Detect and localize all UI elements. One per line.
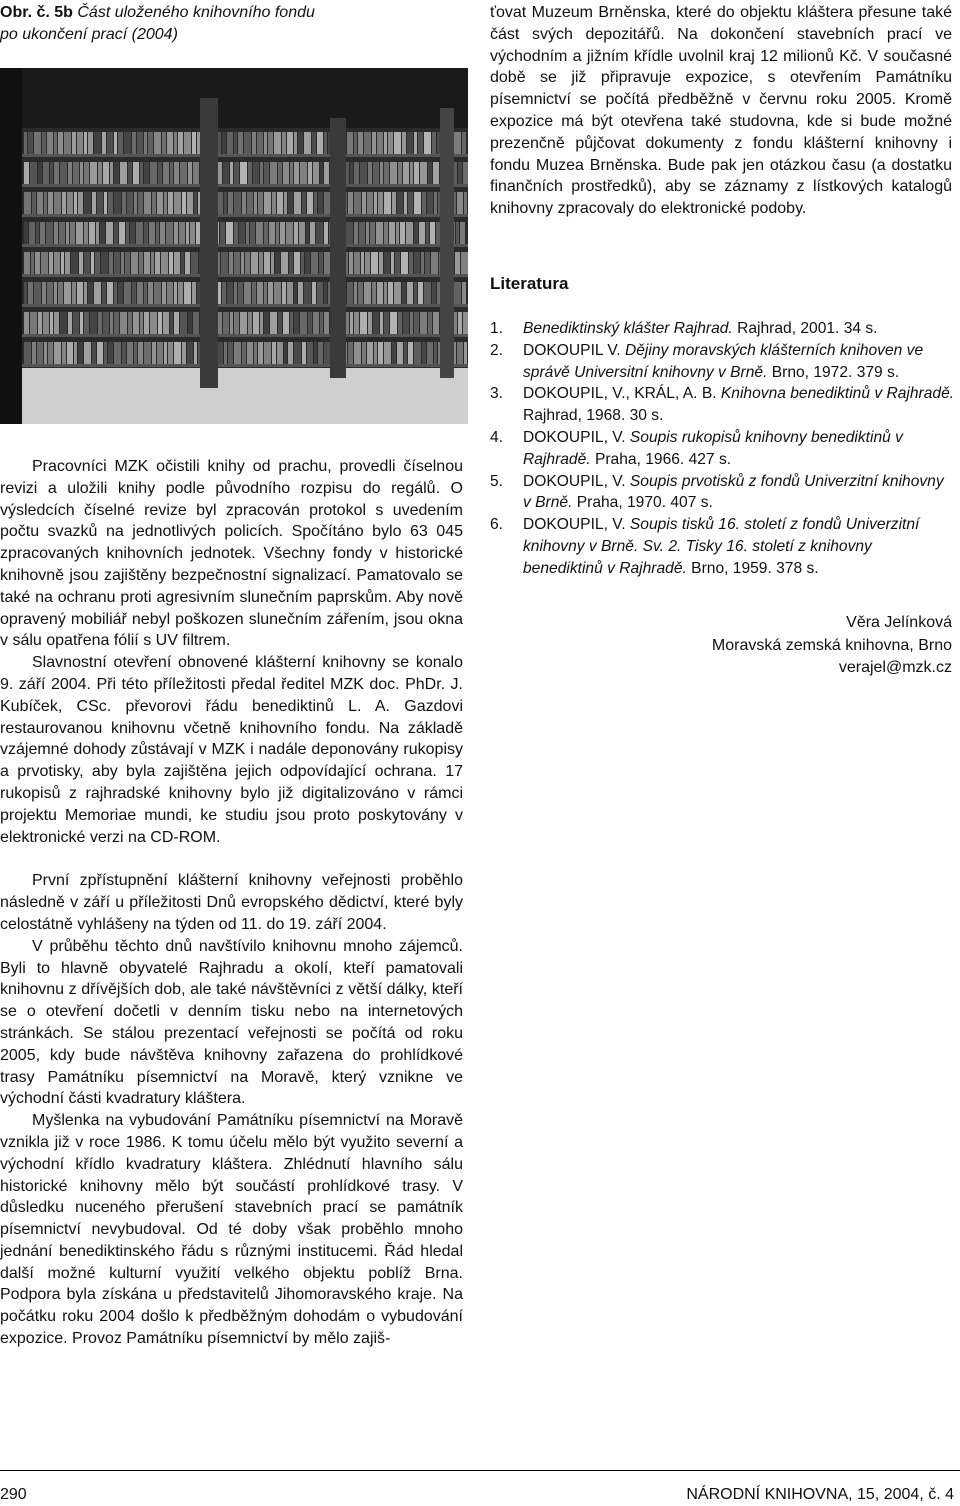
reference-item: 2. DOKOUPIL V. Dějiny moravských klášterních knihoven ve správě Universitní knihovny v Brně. Brno, 1972. 379 s. [490, 341, 924, 381]
reference-item: 6. DOKOUPIL, V. Soupis tisků 16. století z fondů Univerzitní knihovny v Brně. Sv. 2. Tisky 16. století z knihovny benediktinů v Rajhradě. Brno, 1959. 378 s. [490, 516, 920, 577]
paragraph: První zpřístupnění klášterní knihovny veřejnosti proběhlo následně v září u příležitosti Dnů evropského dědictví, které byly celostátně vyhlášeny na týden od 11. do 19. září 2004. [0, 872, 463, 933]
page-number: 290 [0, 1486, 27, 1503]
caption-text-2: po ukončení prací (2004) [0, 26, 178, 43]
reference-list [490, 318, 955, 580]
library-photo-image [0, 68, 468, 424]
paragraph: Pracovníci MZK očistili knihy od prachu, provedli číselnou revizi a uložili knihy podle původního rozpisu do regálů. O výsledcích číselné revize byl zpracován protokol s uvedením počtu svazků na jednotlivých policích. Spočítáno bylo 63 045 zpracovaných knihovních jednotek. Všechny fondy v historické knihovně jsou zajištěny bezpečnostní signalizací. Pamatovalo se také na ochranu proti agresivním slunečním paprskům. Aby nově opravený mobiliář nebyl poškozen slunečním zářením, jsou okna v sálu opatřena fólií s UV filtrem. [0, 458, 463, 650]
author-email: verajel@mzk.cz [838, 659, 952, 676]
right-column [490, 2, 952, 220]
paragraph: Slavnostní otevření obnovené klášterní knihovny se konalo 9. září 2004. Při této příležitosti předal ředitel MZK doc. PhDr. J. Kubíček, CSc. převorovi řádu benediktinů L. A. Gazdovi restaurovanou knihovnu včetně knihovního fondu. Na základě vzájemné dohody zůstávají v MZK i nadále deponovány rukopisy a prvotisky, aby byla zajištěna jejich odpovídající ochrana. 17 rukopisů z rajhradské knihovny bylo již digitalizováno v rámci projektu Memoriae mundi, ke studiu jsou proto poskytovány v elektronické verzi na CD-ROM. [0, 654, 463, 846]
figure-caption [0, 2, 315, 46]
left-column [0, 456, 463, 1350]
author-institution: Moravská zemská knihovna, Brno [711, 636, 952, 654]
journal-footer: NÁRODNÍ KNIHOVNA, 15, 2004, č. 4 [686, 1486, 954, 1503]
paragraph: ťovat Muzeum Brněnska, které do objektu kláštera přesune také část svých depozitářů. Na dokončení stavebních prací ve východním a jižním křídle uvolnil kraj 12 milionů Kč. V současné době se již připravuje expozice, s otevřením Památníku písemnictví se počítá předběžně v červnu roku 2005. Kromě expozice má být otevřena také studovna, kde si bude možné prezenčně půjčovat dokumenty z fondu klášterní knihovny i fondu Muzea Brněnska. Bude pak jen otázkou času (a dostatku finančních prostředků), aby se záznamy z lístkových katalogů knihovny zpracovaly do elektronické podoby. [490, 4, 952, 218]
reference-item: 3. DOKOUPIL, V., KRÁL, A. B. Knihovna benediktinů v Rajhradě. Rajhrad, 1968. 30 s. [490, 385, 955, 425]
library-photo [0, 68, 468, 424]
footer-divider [0, 1470, 960, 1471]
reference-item: 1. Benediktinský klášter Rajhrad. Rajhrad, 2001. 34 s. [490, 320, 878, 337]
paragraph: V průběhu těchto dnů navštívilo knihovnu mnoho zájemců. Byli to hlavně obyvatelé Rajhradu a okolí, kteří pamatovali knihovnu z dřívějších dob, ale také návštěvníci z větší dálky, kteří se o otevření dočetli v denním tisku nebo na internetových stránkách. Se stálou prezentací veřejnosti se počítá od roku 2005, kdy bude návštěva knihovny zařazena do prohlídkové trasy Památníku písemnictví na Moravě, který vznikne ve východní části kvadratury kláštera. [0, 937, 463, 1108]
caption-label: Obr. č. 5b [0, 4, 73, 21]
reference-item: 4. DOKOUPIL, V. Soupis rukopisů knihovny benediktinů v Rajhradě. Praha, 1966. 427 s. [490, 428, 903, 468]
author-name: Věra Jelínková [846, 614, 952, 631]
caption-text-1: Část uloženého knihovního fondu [77, 4, 315, 21]
reference-item: 5. DOKOUPIL, V. Soupis prvotisků z fondů Univerzitní knihovny v Brně. Praha, 1970. 407 s. [490, 472, 944, 512]
literature-heading: Literatura [490, 274, 569, 293]
paragraph: Myšlenka na vybudování Památníku písemnictví na Moravě vznikla již v roce 1986. K tomu účelu mělo být využito severní a východní křídlo kvadratury kláštera. Zhlédnutí hlavního sálu historické knihovny mělo být součástí prohlídkové trasy. V důsledku nuceného přerušení stavebních prací se památník písemnictví nevybudoval. Od té doby však proběhlo mnoho jednání benediktinského řádu s různými institucemi. Řád hledal další možné kulturní využití velkého objektu poblíž Brna. Podpora byla získána u představitelů Jihomoravského kraje. Na počátku roku 2004 došlo k předběžným dohodám o vybudování expozice. Provoz Památníku písemnictví by mělo zajiš- [0, 1112, 463, 1348]
author-signature [712, 612, 952, 680]
